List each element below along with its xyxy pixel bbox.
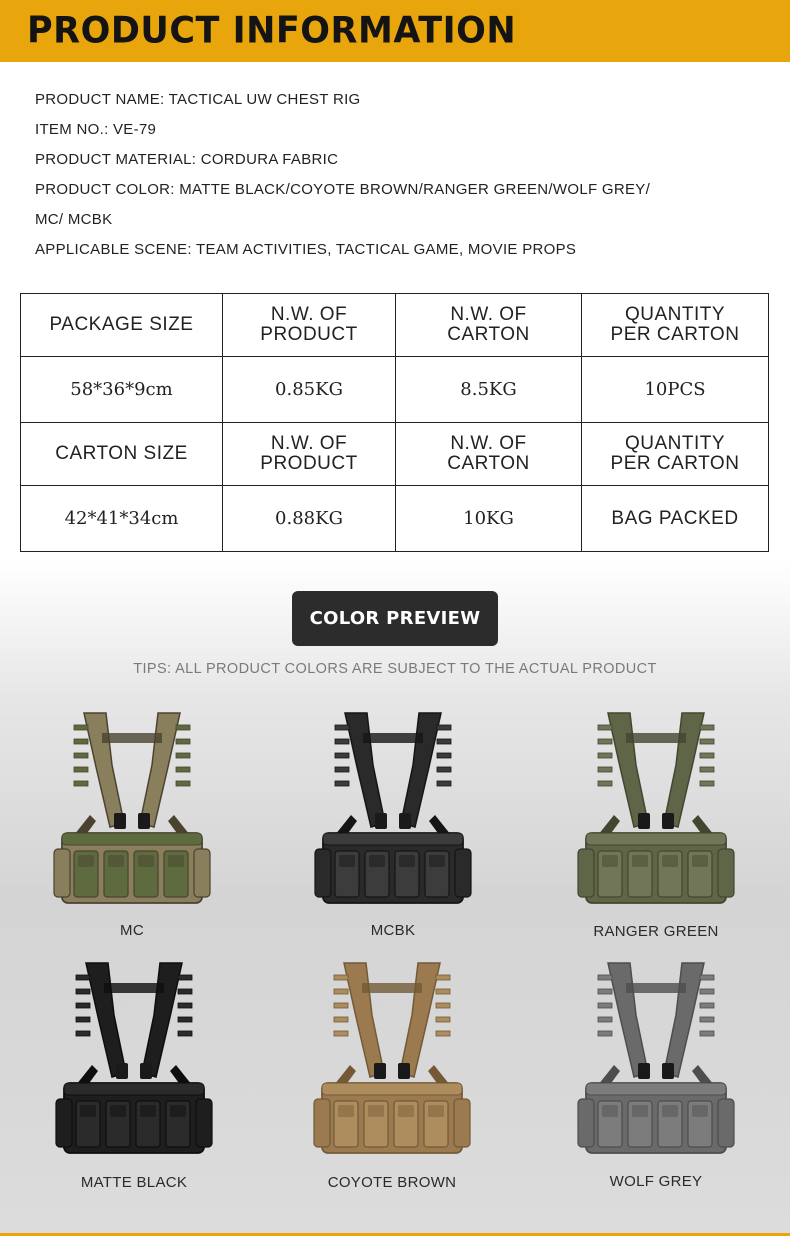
cell-package-size: 58*36*9cm bbox=[21, 357, 223, 423]
header-carton-size: CARTON SIZE bbox=[21, 423, 223, 486]
header-quantity: QUANTITY PER CARTON bbox=[582, 294, 769, 357]
header-nw-product: N.W. OF PRODUCT bbox=[223, 294, 396, 357]
color-preview-button[interactable]: COLOR PREVIEW bbox=[292, 591, 498, 646]
header-package-size: PACKAGE SIZE bbox=[21, 294, 223, 357]
product-label: MCBK bbox=[370, 922, 416, 939]
table-row bbox=[21, 486, 769, 552]
header-nw-carton: N.W. OF CARTON bbox=[396, 294, 582, 357]
header-nw-product: N.W. OF PRODUCT bbox=[223, 423, 396, 486]
product-label: MATTE BLACK bbox=[80, 1174, 188, 1191]
spec-table bbox=[20, 293, 769, 552]
product-coyote-brown[interactable] bbox=[292, 955, 492, 1205]
product-label: WOLF GREY bbox=[609, 1173, 703, 1190]
chest-rig-image bbox=[32, 705, 232, 915]
product-mcbk[interactable] bbox=[293, 705, 493, 955]
product-label: COYOTE BROWN bbox=[327, 1174, 457, 1191]
header-quantity: QUANTITY PER CARTON bbox=[582, 423, 769, 486]
product-wolf-grey[interactable] bbox=[556, 955, 756, 1205]
cell-carton-size: 42*41*34cm bbox=[21, 486, 223, 552]
product-label: RANGER GREEN bbox=[593, 923, 719, 940]
table-header-row bbox=[21, 423, 769, 486]
info-scene: APPLICABLE SCENE: TEAM ACTIVITIES, TACTICAL GAME, MOVIE PROPS bbox=[35, 241, 577, 258]
header-banner bbox=[0, 0, 790, 62]
cell-quantity: 10PCS bbox=[582, 357, 769, 423]
cell-packing: BAG PACKED bbox=[582, 486, 769, 552]
table-row bbox=[21, 357, 769, 423]
header-nw-carton: N.W. OF CARTON bbox=[396, 423, 582, 486]
page-title: PRODUCT INFORMATION bbox=[27, 10, 517, 52]
chest-rig-image bbox=[292, 955, 492, 1170]
table-header-row bbox=[21, 294, 769, 357]
info-color-continued: MC/ MCBK bbox=[35, 211, 113, 228]
chest-rig-image bbox=[34, 955, 234, 1170]
product-label: MC bbox=[120, 922, 144, 939]
cell-nw-product: 0.85KG bbox=[223, 357, 396, 423]
product-mc[interactable] bbox=[32, 705, 232, 955]
product-info-list bbox=[35, 90, 755, 270]
info-item-no: ITEM NO.: VE-79 bbox=[35, 121, 157, 138]
cell-nw-product: 0.88KG bbox=[223, 486, 396, 552]
chest-rig-image bbox=[293, 705, 493, 915]
chest-rig-image bbox=[556, 955, 756, 1170]
cell-nw-carton: 10KG bbox=[396, 486, 582, 552]
chest-rig-image bbox=[556, 705, 756, 915]
info-material: PRODUCT MATERIAL: CORDURA FABRIC bbox=[35, 151, 339, 168]
cell-nw-carton: 8.5KG bbox=[396, 357, 582, 423]
info-product-name: PRODUCT NAME: TACTICAL UW CHEST RIG bbox=[35, 91, 361, 108]
info-color: PRODUCT COLOR: MATTE BLACK/COYOTE BROWN/RANGER GREEN/WOLF GREY/ bbox=[35, 181, 651, 198]
product-matte-black[interactable] bbox=[34, 955, 234, 1205]
product-ranger-green[interactable] bbox=[556, 705, 756, 955]
tips-text: TIPS: ALL PRODUCT COLORS ARE SUBJECT TO THE ACTUAL PRODUCT bbox=[133, 661, 657, 677]
